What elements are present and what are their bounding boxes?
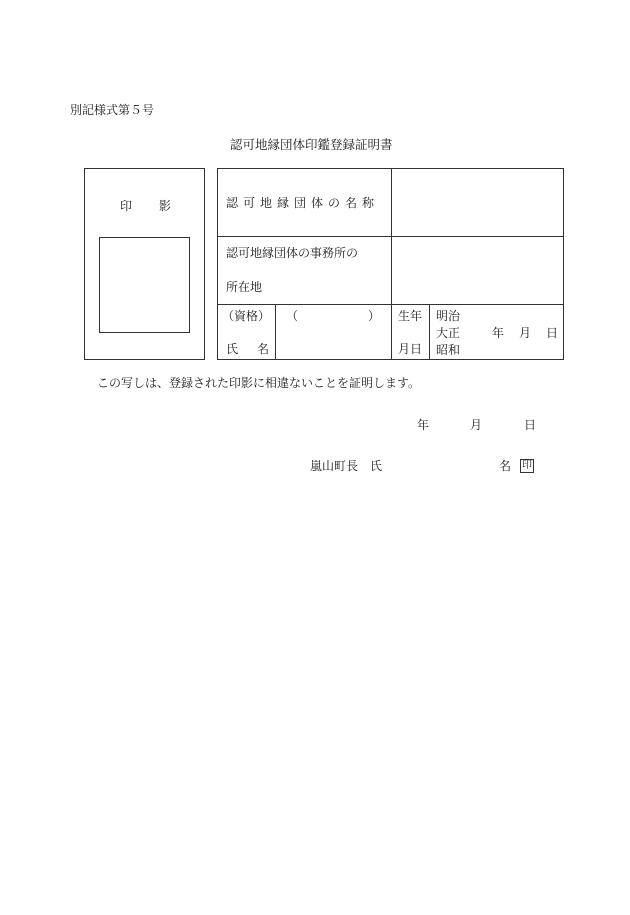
seal-label-in: 印 (120, 199, 133, 213)
registration-table (217, 168, 564, 360)
birth-year-unit: 年 (492, 326, 505, 340)
form-number: 別記様式第５号 (70, 103, 155, 117)
seal-impression-area (99, 237, 190, 333)
date-month-unit: 月 (470, 418, 483, 432)
qualification-paren-open: （ (286, 309, 299, 323)
era-showa: 昭和 (436, 343, 461, 357)
official-seal-stamp (520, 459, 534, 473)
name-label-mei: 名 (257, 342, 270, 356)
seal-label-ei: 影 (159, 199, 172, 213)
org-name-label: 認可地縁団体の名称 (226, 196, 380, 210)
seal-impression-box (84, 168, 205, 360)
qualification-label: （資格） (222, 309, 271, 323)
issuer-name-char: 名 (499, 459, 512, 473)
birth-month-unit: 月 (519, 326, 532, 340)
office-label-line1: 認可地縁団体の事務所の (226, 246, 359, 260)
era-taisho: 大正 (436, 326, 461, 340)
date-day-unit: 日 (524, 418, 537, 432)
birth-label-top: 生年 (398, 309, 423, 323)
name-label-shi: 氏 (226, 342, 239, 356)
column-divider-name (275, 304, 276, 360)
column-divider-main (391, 169, 392, 360)
document-title: 認可地縁団体印鑑登録証明書 (230, 137, 393, 152)
qualification-paren-close: ） (368, 309, 381, 323)
issuer-title: 嵐山町長 氏 (310, 459, 383, 473)
official-seal-char: 印 (522, 460, 532, 471)
date-year-unit: 年 (417, 418, 430, 432)
certification-text: この写しは、登録された印影に相違ないことを証明します。 (97, 376, 421, 390)
office-label-line2: 所在地 (226, 280, 263, 294)
birth-day-unit: 日 (546, 326, 559, 340)
era-meiji: 明治 (436, 309, 461, 323)
column-divider-birth (429, 304, 430, 360)
birth-label-bottom: 月日 (398, 342, 423, 356)
